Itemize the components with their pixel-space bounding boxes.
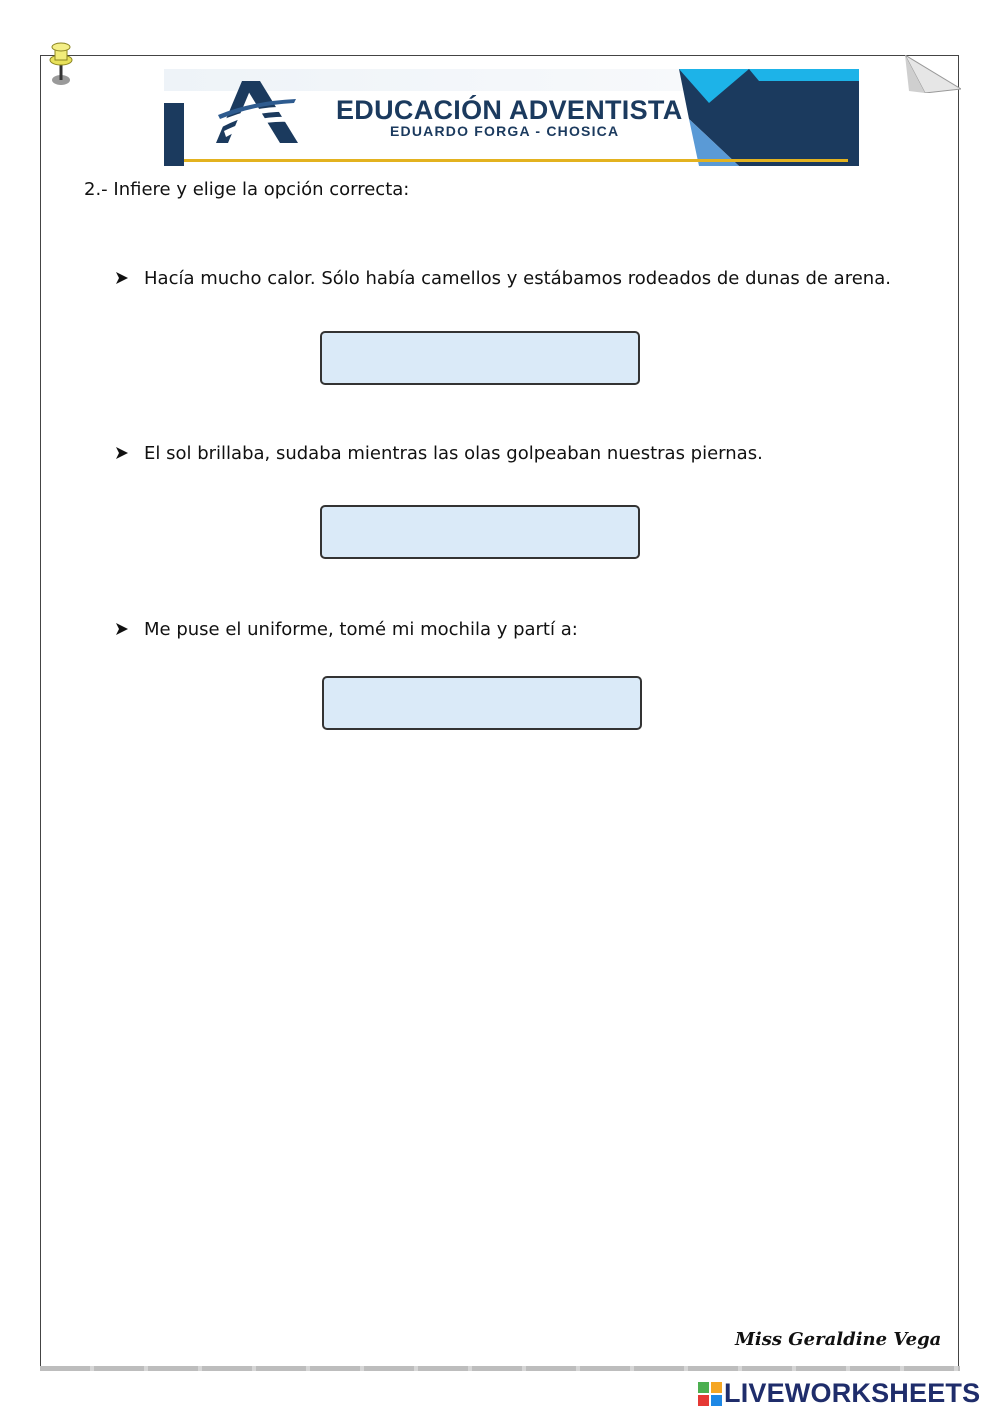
banner-title: EDUCACIÓN ADVENTISTA — [336, 95, 683, 125]
answer-box-1[interactable] — [320, 331, 640, 385]
arrow-bullet-icon — [115, 268, 129, 288]
liveworksheets-brand: LIVEWORKSHEETS — [724, 1378, 981, 1408]
page-curl-icon — [905, 55, 961, 93]
arrow-bullet-icon — [115, 443, 129, 463]
liveworksheets-icon — [698, 1382, 722, 1406]
question-2-text: El sol brillaba, sudaba mientras las olas golpeaban nuestras piernas. — [144, 443, 763, 464]
arrow-bullet-icon — [115, 619, 129, 639]
adventist-logo-icon — [214, 81, 304, 143]
banner-gold-line — [184, 159, 848, 162]
banner-decoration — [669, 69, 859, 166]
banner-left-bar — [164, 103, 184, 166]
question-1-text: Hacía mucho calor. Sólo había camellos y estábamos rodeados de dunas de arena. — [144, 268, 891, 289]
question-3-text: Me puse el uniforme, tomé mi mochila y partí a: — [144, 619, 578, 640]
banner-subtitle: EDUARDO FORGA - CHOSICA — [390, 123, 620, 139]
teacher-signature: Miss Geraldine Vega — [735, 1329, 942, 1350]
school-banner — [164, 69, 859, 166]
instruction-text: 2.- Infiere y elige la opción correcta: — [84, 179, 410, 200]
answer-box-2[interactable] — [320, 505, 640, 559]
pushpin-icon — [46, 40, 76, 88]
answer-box-3[interactable] — [322, 676, 642, 730]
page-bottom-edge — [40, 1366, 960, 1371]
